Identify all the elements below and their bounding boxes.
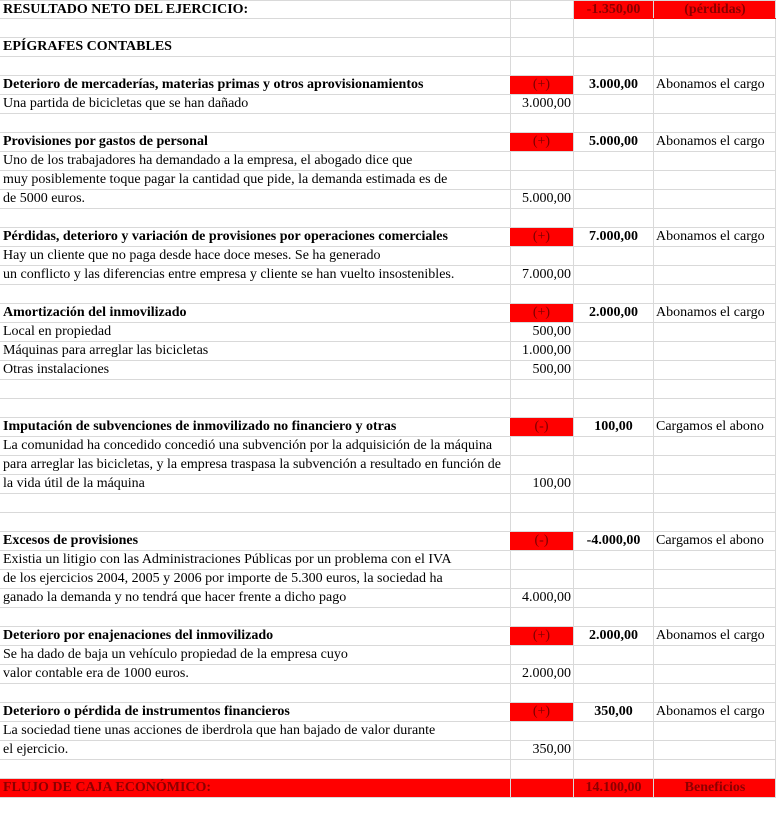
column-gridline: [573, 342, 574, 360]
column-gridline: [573, 608, 574, 626]
section-total[interactable]: 3.000,00: [589, 77, 638, 92]
detail-text[interactable]: La sociedad tiene unas acciones de iberdrola que han bajado de valor durante: [3, 723, 436, 738]
detail-text[interactable]: Existia un litigio con las Administraciones Públicas por un problema con el IVA: [3, 552, 452, 567]
detail-text[interactable]: el ejercicio.: [3, 742, 69, 757]
detail-amount[interactable]: 500,00: [532, 362, 571, 377]
section-action[interactable]: Cargamos el abono: [656, 419, 764, 434]
detail-row: [0, 570, 776, 589]
column-gridline: [573, 570, 574, 588]
detail-row: [0, 171, 776, 190]
footer-value[interactable]: 14.100,00: [585, 780, 642, 795]
column-gridline: [653, 247, 654, 265]
detail-text[interactable]: Uno de los trabajadores ha demandado a la empresa, el abogado dice que: [3, 153, 413, 168]
epigrafes-title[interactable]: EPÍGRAFES CONTABLES: [3, 39, 172, 54]
detail-amount[interactable]: 350,00: [532, 742, 571, 757]
detail-amount[interactable]: [510, 247, 573, 265]
section-total[interactable]: 350,00: [594, 704, 633, 719]
column-gridline: [653, 551, 654, 569]
column-gridline: [573, 95, 574, 113]
column-gridline: [573, 209, 574, 227]
detail-row: [0, 456, 776, 475]
result-row: [0, 0, 776, 19]
section-header-row: [0, 133, 776, 152]
column-gridline: [653, 722, 654, 740]
column-gridline: [653, 760, 654, 778]
footer-label[interactable]: FLUJO DE CAJA ECONÓMICO:: [3, 780, 212, 795]
column-gridline: [573, 38, 574, 56]
section-title[interactable]: Deterioro por enajenaciones del inmovilizado: [3, 628, 274, 643]
detail-row: [0, 437, 776, 456]
section-title[interactable]: Excesos de provisiones: [3, 533, 139, 548]
detail-row: [0, 722, 776, 741]
empty-row: [0, 57, 776, 76]
column-gridline: [510, 779, 511, 797]
detail-amount[interactable]: [510, 456, 573, 474]
section-header-row: [0, 532, 776, 551]
column-gridline: [653, 190, 654, 208]
column-gridline: [510, 1, 511, 18]
column-gridline: [653, 19, 654, 37]
column-gridline: [510, 209, 511, 227]
column-gridline: [653, 380, 654, 398]
detail-text[interactable]: La comunidad ha concedido concedió una subvención por la adquisición de la máquina: [3, 438, 493, 453]
detail-amount[interactable]: 2.000,00: [522, 666, 571, 681]
detail-amount[interactable]: 4.000,00: [522, 590, 571, 605]
detail-text[interactable]: ganado la demanda y no tendrá que hacer frente a dicho pago: [3, 590, 347, 605]
section-action[interactable]: Cargamos el abono: [656, 533, 764, 548]
detail-row: [0, 589, 776, 608]
section-title[interactable]: Imputación de subvenciones de inmovilizado no financiero y otras: [3, 419, 397, 434]
detail-text[interactable]: Se ha dado de baja un vehículo propiedad de la empresa cuyo: [3, 647, 348, 662]
empty-row: [0, 684, 776, 703]
column-gridline: [653, 456, 654, 474]
column-gridline: [573, 646, 574, 664]
column-gridline: [653, 114, 654, 132]
section-title[interactable]: Provisiones por gastos de personal: [3, 134, 208, 149]
detail-row: [0, 190, 776, 209]
detail-text[interactable]: Máquinas para arreglar las bicicletas: [3, 343, 209, 358]
column-gridline: [573, 285, 574, 303]
empty-row: [0, 114, 776, 133]
section-header-row: [0, 76, 776, 95]
section-action[interactable]: Abonamos el cargo: [656, 628, 765, 643]
footer-note[interactable]: Beneficios: [684, 780, 746, 795]
column-gridline: [573, 399, 574, 417]
detail-row: [0, 247, 776, 266]
detail-amount[interactable]: [510, 152, 573, 170]
empty-row: [0, 19, 776, 38]
section-total[interactable]: 5.000,00: [589, 134, 638, 149]
detail-row: [0, 665, 776, 684]
column-gridline: [573, 190, 574, 208]
column-gridline: [653, 608, 654, 626]
detail-text[interactable]: Hay un cliente que no paga desde hace doce meses. Se ha generado: [3, 248, 381, 263]
column-gridline: [510, 19, 511, 37]
column-gridline: [510, 38, 511, 56]
section-total[interactable]: 2.000,00: [589, 305, 638, 320]
detail-amount[interactable]: [510, 551, 573, 569]
column-gridline: [573, 437, 574, 455]
section-action[interactable]: Abonamos el cargo: [656, 704, 765, 719]
empty-row: [0, 513, 776, 532]
column-gridline: [653, 589, 654, 607]
column-gridline: [573, 57, 574, 75]
column-gridline: [573, 684, 574, 702]
column-gridline: [653, 266, 654, 284]
detail-row: [0, 95, 776, 114]
empty-row: [0, 608, 776, 627]
result-note[interactable]: (pérdidas): [684, 2, 746, 17]
column-gridline: [510, 399, 511, 417]
detail-amount[interactable]: [510, 171, 573, 189]
detail-row: [0, 361, 776, 380]
section-sign[interactable]: (-): [510, 532, 573, 550]
section-total[interactable]: 100,00: [594, 419, 633, 434]
column-gridline: [510, 494, 511, 512]
detail-text[interactable]: Local en propiedad: [3, 324, 112, 339]
column-gridline: [653, 95, 654, 113]
column-gridline: [510, 380, 511, 398]
section-action[interactable]: Abonamos el cargo: [656, 305, 765, 320]
detail-amount[interactable]: [510, 437, 573, 455]
detail-text[interactable]: muy posiblemente toque pagar la cantidad que pide, la demanda estimada es de: [3, 172, 448, 187]
section-sign[interactable]: (+): [510, 76, 573, 94]
detail-row: [0, 266, 776, 285]
section-header-row: [0, 228, 776, 247]
detail-text[interactable]: de los ejercicios 2004, 2005 y 2006 por importe de 5.300 euros, la sociedad ha: [3, 571, 443, 586]
detail-row: [0, 323, 776, 342]
detail-row: [0, 646, 776, 665]
detail-text[interactable]: para arreglar las bicicletas, y la empresa traspasa la subvención a resultado en función de: [3, 457, 501, 472]
section-action[interactable]: Abonamos el cargo: [656, 134, 765, 149]
column-gridline: [573, 722, 574, 740]
column-gridline: [573, 494, 574, 512]
column-gridline: [573, 741, 574, 759]
column-gridline: [653, 209, 654, 227]
section-sign[interactable]: (+): [510, 228, 573, 246]
column-gridline: [573, 589, 574, 607]
empty-row: [0, 209, 776, 228]
section-header-row: [0, 304, 776, 323]
section-title[interactable]: Deterioro de mercaderías, materias primas y otros aprovisionamientos: [3, 77, 424, 92]
detail-amount[interactable]: 100,00: [532, 476, 571, 491]
section-sign[interactable]: (-): [510, 418, 573, 436]
section-total[interactable]: 7.000,00: [589, 229, 638, 244]
column-gridline: [653, 342, 654, 360]
column-gridline: [653, 646, 654, 664]
section-action[interactable]: Abonamos el cargo: [656, 77, 765, 92]
section-header-row: [0, 703, 776, 722]
detail-text[interactable]: la vida útil de la máquina: [3, 476, 145, 491]
section-title[interactable]: Pérdidas, deterioro y variación de provisiones por operaciones comerciales: [3, 229, 448, 244]
detail-row: [0, 152, 776, 171]
detail-amount[interactable]: 5.000,00: [522, 191, 571, 206]
column-gridline: [653, 171, 654, 189]
column-gridline: [653, 741, 654, 759]
column-gridline: [573, 475, 574, 493]
detail-row: [0, 342, 776, 361]
column-gridline: [653, 475, 654, 493]
detail-text[interactable]: valor contable era de 1000 euros.: [3, 666, 189, 681]
section-sign[interactable]: (+): [510, 133, 573, 151]
column-gridline: [653, 57, 654, 75]
column-gridline: [653, 399, 654, 417]
section-total[interactable]: 2.000,00: [589, 628, 638, 643]
column-gridline: [510, 760, 511, 778]
column-gridline: [573, 380, 574, 398]
column-gridline: [573, 266, 574, 284]
section-title[interactable]: Amortización del inmovilizado: [3, 305, 187, 320]
section-header-row: [0, 627, 776, 646]
column-gridline: [653, 437, 654, 455]
column-gridline: [573, 513, 574, 531]
section-title[interactable]: Deterioro o pérdida de instrumentos financieros: [3, 704, 290, 719]
column-gridline: [510, 608, 511, 626]
column-gridline: [653, 361, 654, 379]
column-gridline: [653, 570, 654, 588]
column-gridline: [510, 285, 511, 303]
column-gridline: [510, 57, 511, 75]
section-sign[interactable]: (+): [510, 703, 573, 721]
empty-row: [0, 399, 776, 418]
section-sign[interactable]: (+): [510, 304, 573, 322]
detail-row: [0, 551, 776, 570]
epigrafes-row: [0, 38, 776, 57]
result-value[interactable]: -1.350,00: [586, 2, 641, 17]
column-gridline: [573, 456, 574, 474]
column-gridline: [510, 513, 511, 531]
column-gridline: [653, 513, 654, 531]
column-gridline: [653, 494, 654, 512]
column-gridline: [653, 152, 654, 170]
column-gridline: [573, 171, 574, 189]
empty-row: [0, 760, 776, 779]
column-gridline: [653, 285, 654, 303]
empty-row: [0, 380, 776, 399]
detail-text[interactable]: un conflicto y las diferencias entre empresa y cliente se han vuelto insostenibles.: [3, 267, 455, 282]
detail-amount[interactable]: 3.000,00: [522, 96, 571, 111]
section-sign[interactable]: (+): [510, 627, 573, 645]
detail-amount[interactable]: 1.000,00: [522, 343, 571, 358]
footer-row: [0, 779, 776, 798]
column-gridline: [510, 114, 511, 132]
detail-amount[interactable]: [510, 646, 573, 664]
column-gridline: [653, 38, 654, 56]
result-label[interactable]: RESULTADO NETO DEL EJERCICIO:: [3, 2, 249, 17]
column-gridline: [653, 684, 654, 702]
detail-amount[interactable]: 7.000,00: [522, 267, 571, 282]
detail-text[interactable]: de 5000 euros.: [3, 191, 86, 206]
column-gridline: [573, 323, 574, 341]
column-gridline: [573, 665, 574, 683]
column-gridline: [573, 19, 574, 37]
section-action[interactable]: Abonamos el cargo: [656, 229, 765, 244]
detail-amount[interactable]: [510, 570, 573, 588]
column-gridline: [573, 760, 574, 778]
column-gridline: [573, 361, 574, 379]
detail-text[interactable]: Una partida de bicicletas que se han dañado: [3, 96, 249, 111]
detail-row: [0, 741, 776, 760]
detail-amount[interactable]: 500,00: [532, 324, 571, 339]
column-gridline: [573, 152, 574, 170]
detail-row: [0, 475, 776, 494]
section-header-row: [0, 418, 776, 437]
column-gridline: [653, 323, 654, 341]
column-gridline: [573, 114, 574, 132]
detail-amount[interactable]: [510, 722, 573, 740]
section-total[interactable]: -4.000,00: [586, 533, 641, 548]
detail-text[interactable]: Otras instalaciones: [3, 362, 110, 377]
column-gridline: [573, 247, 574, 265]
column-gridline: [653, 665, 654, 683]
empty-row: [0, 285, 776, 304]
column-gridline: [573, 551, 574, 569]
empty-row: [0, 494, 776, 513]
column-gridline: [510, 684, 511, 702]
